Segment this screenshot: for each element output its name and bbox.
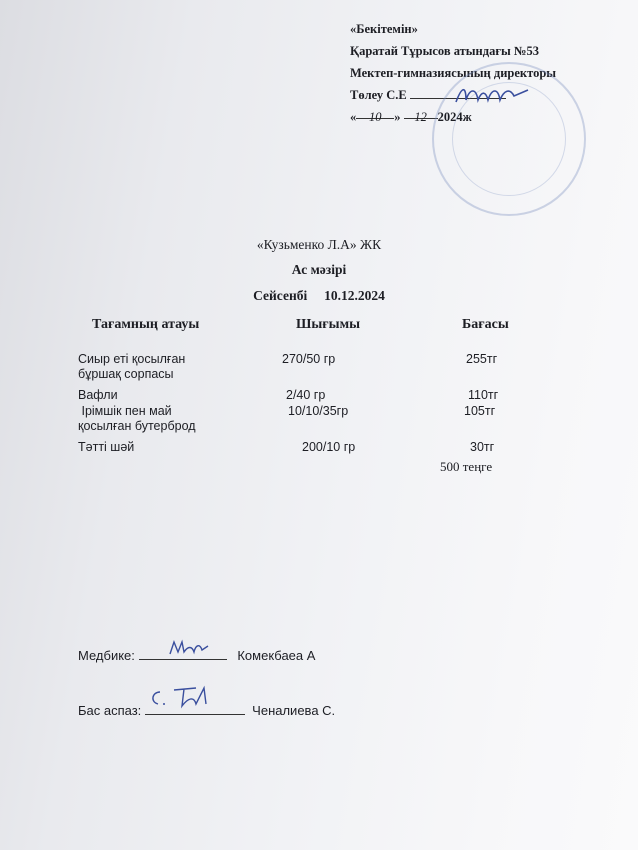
row4-name: Тәтті шәй xyxy=(78,440,135,454)
approval-day: 10 xyxy=(356,106,394,119)
row1-name: Сиыр еті қосылған бұршақ сорпасы xyxy=(78,352,186,381)
approval-school: Қаратай Тұрысов атындағы №53 xyxy=(350,44,539,58)
table-total: 500 теңге xyxy=(440,459,493,474)
approval-title: «Бекітемін» xyxy=(350,22,418,36)
row3-yield: 10/10/35гр xyxy=(288,404,349,418)
cook-label: Бас аспаз: xyxy=(78,703,142,718)
row1-price: 255тг xyxy=(466,352,498,366)
cook-name: Ченалиева С. xyxy=(252,703,336,718)
header-dish-name: Тағамның атауы xyxy=(92,317,200,332)
approval-month: 12 xyxy=(404,106,438,119)
director-name: Төлеу С.Е xyxy=(350,88,407,102)
menu-date-line xyxy=(0,288,638,304)
menu-date: 10.12.2024 xyxy=(324,288,385,303)
approval-date-line: « 10 » 12 2024ж xyxy=(350,106,556,128)
row3-name: Ірімшік пен май қосылған бутерброд xyxy=(78,404,196,433)
row2-yield: 2/40 гр xyxy=(286,388,326,402)
row2-price: 110тг xyxy=(468,388,499,402)
nurse-signature xyxy=(168,638,212,658)
menu-title: Ас мәзірі xyxy=(291,262,347,277)
approval-year: 2024ж xyxy=(437,110,472,124)
row3-price: 105тг xyxy=(464,404,496,418)
company-name: «Кузьменко Л.А» ЖК xyxy=(256,237,382,252)
nurse-name: Комекбаеа А xyxy=(237,648,316,663)
director-signature xyxy=(452,82,532,110)
row4-price: 30тг xyxy=(470,440,495,454)
header-price: Бағасы xyxy=(462,317,509,332)
weekday: Сейсенбі xyxy=(253,288,308,303)
row1-yield: 270/50 гр xyxy=(282,352,336,366)
nurse-label: Медбике: xyxy=(78,648,135,663)
row4-yield: 200/10 гр xyxy=(302,440,356,454)
row2-name: Вафли xyxy=(78,388,118,402)
cook-signature xyxy=(148,684,218,714)
approval-position: Мектеп-гимназиясының директоры xyxy=(350,66,557,80)
header-yield: Шығымы xyxy=(296,317,361,332)
